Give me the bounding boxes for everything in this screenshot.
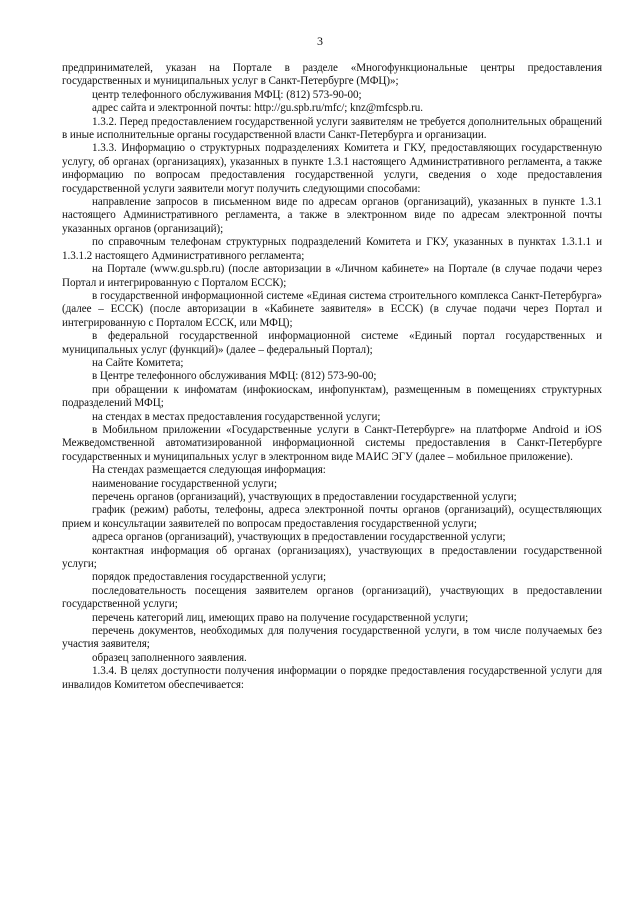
paragraph-4: 1.3.2. Перед предоставлением государственной услуги заявителям не требуется дополнительных обращений в иные исполнительные органы государственной власти Санкт-Петербурга и организации. (62, 115, 602, 142)
paragraph-27: 1.3.4. В целях доступности получения информации о порядке предоставления государственной услуги для инвалидов Комитетом обеспечивается: (62, 665, 602, 691)
paragraph-10: в федеральной государственной информационной системе «Единый портал государственных и муниципальных услуг (функций)» (далее – федеральный Портал); (62, 330, 602, 356)
paragraph-13: при обращении к инфоматам (инфокиоскам, инфопунктам), размещенным в помещениях структурных подразделений МФЦ; (62, 383, 602, 410)
paragraph-23: последовательность посещения заявителем органов (организаций), участвующих в предоставлении государственной услуги; (62, 584, 602, 611)
page-number: 3 (317, 34, 323, 48)
paragraph-5: 1.3.3. Информацию о структурных подразделениях Комитета и ГКУ, предоставляющих государственную услугу, об органах (организациях), указанных в пункте 1.3.1 настоящего Административного регламента, а также информацию по вопросам предоставления государственной услуги, сведения о ходе предоставления государственной услуги заявители могут получить следующими способами: (62, 142, 602, 195)
paragraph-3: адрес сайта и электронной почты: http://gu.spb.ru/mfc/; knz@mfcspb.ru. (92, 102, 423, 115)
paragraph-1: предпринимателей, указан на Портале в разделе «Многофункциональные центры предоставления государственных и муниципальных услуг в Санкт-Петербурге (МФЦ)»; (62, 62, 602, 88)
document-body (62, 62, 602, 692)
paragraph-16: На стендах размещается следующая информация: (92, 464, 326, 477)
paragraph-22: порядок предоставления государственной услуги; (92, 571, 327, 584)
paragraph-24: перечень категорий лиц, имеющих право на получение государственной услуги; (92, 611, 469, 624)
paragraph-19: график (режим) работы, телефоны, адреса электронной почты органов (организаций), осуществляющих прием и консультации заявителей по вопросам предоставления государственной услуги; (62, 504, 602, 530)
paragraph-17: наименование государственной услуги; (92, 477, 277, 490)
paragraph-7: по справочным телефонам структурных подразделений Комитета и ГКУ, указанных в пунктах 1.3.1.1 и 1.3.1.2 настоящего Административного регламента; (62, 236, 602, 262)
paragraph-12: в Центре телефонного обслуживания МФЦ: (812) 573-90-00; (92, 370, 377, 383)
paragraph-2: центр телефонного обслуживания МФЦ: (812) 573-90-00; (92, 88, 362, 101)
paragraph-21: контактная информация об органах (организациях), участвующих в предоставлении государственной услуги; (62, 544, 602, 571)
paragraph-9: в государственной информационной системе «Единая система строительного комплекса Санкт-Петербурга» (далее – ЕССК) (после авторизации в «Кабинете заявителя» в ЕССК) (в случае подачи через Портал и интегрированную с Порталом ЕССК, или МФЦ); (62, 289, 602, 329)
paragraph-11: на Сайте Комитета; (92, 356, 184, 369)
paragraph-8: на Портале (www.gu.spb.ru) (после авторизации в «Личном кабинете» на Портале (в случае подачи через Портал и интегрированную с Порталом ЕССК); (62, 263, 602, 289)
paragraph-25: перечень документов, необходимых для получения государственной услуги, в том числе получаемых без участия заявителя; (62, 625, 602, 651)
paragraph-6: направление запросов в письменном виде по адресам органов (организаций), указанных в пункте 1.3.1 настоящего Административного регламента, а также в электронном виде по адресам электронной почты указанных органов (организаций); (62, 196, 602, 235)
paragraph-18: перечень органов (организаций), участвующих в предоставлении государственной услуги; (92, 491, 517, 503)
paragraph-15: в Мобильном приложении «Государственные услуги в Санкт-Петербурге» на платформе Android и iOS Межведомственной автоматизированной информационной системы предоставления в Санкт-Петербурге государственных и муниципальных услуг в электронном виде МАИС ЭГУ (далее – мобильное приложение). (62, 423, 602, 463)
paragraph-20: адреса органов (организаций), участвующих в предоставлении государственной услуги; (92, 531, 506, 544)
paragraph-14: на стендах в местах предоставления государственной услуги; (92, 410, 381, 423)
paragraph-26: образец заполненного заявления. (92, 651, 247, 664)
